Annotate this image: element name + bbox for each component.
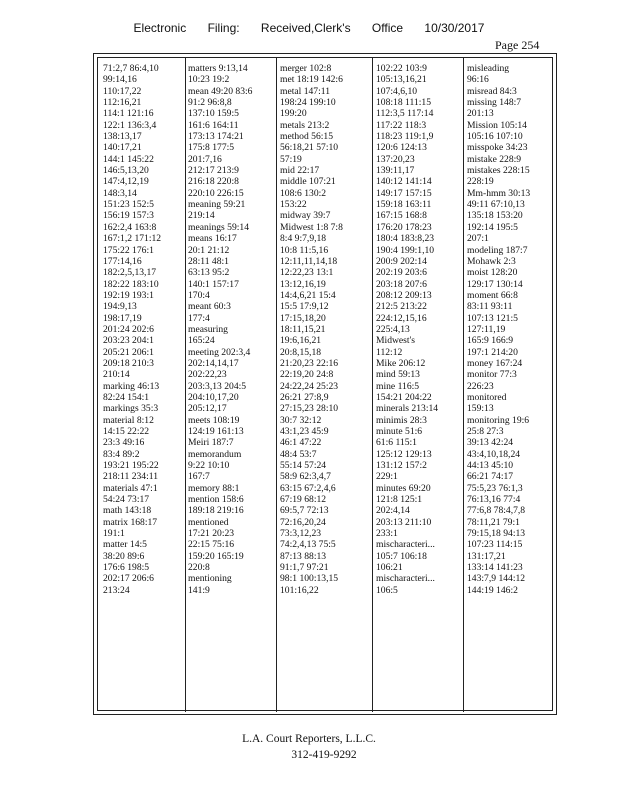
index-entry: 122:1 136:3,4	[103, 119, 157, 131]
index-entry: 105:7 106:18	[376, 550, 427, 562]
index-entry: memorandum	[188, 448, 242, 460]
index-entry: 106:21	[376, 562, 403, 574]
index-entry: 72:16,20,24	[280, 516, 326, 528]
index-entry: matrix 168:17	[103, 516, 158, 528]
index-entry: 14:4,6,21 15:4	[280, 289, 336, 301]
index-entry: 82:24 154:1	[103, 391, 150, 403]
index-entry: 75:5,23 76:1,3	[467, 482, 523, 494]
footer-phone: 312-419-9292	[291, 749, 357, 761]
index-entry: 226:23	[467, 380, 494, 392]
index-entry: 74:2,4,13 75:5	[280, 539, 336, 551]
index-entry: 218:11 234:11	[103, 471, 158, 483]
index-entry: 57:19	[280, 153, 302, 165]
index-entry: mentioning	[188, 573, 232, 585]
index-entry: metal 147:11	[280, 85, 331, 97]
index-entry: 21:20,23 22:16	[280, 357, 339, 369]
index-entry: 107:13 121:5	[467, 312, 518, 324]
index-column-3	[280, 63, 370, 596]
index-entry: 225:4,13	[376, 323, 410, 335]
index-entry: 202:14,14,17	[188, 357, 239, 369]
index-entry: 205:21 206:1	[103, 346, 154, 358]
index-entry: monitor 77:3	[467, 369, 517, 381]
index-entry: 129:17 130:14	[467, 278, 523, 290]
index-entry: minerals 213:14	[376, 403, 439, 415]
index-entry: 102:22 103:9	[376, 63, 427, 74]
index-entry: 165:24	[188, 335, 215, 347]
index-entry: meaning 59:21	[188, 199, 246, 211]
index-entry: 220:10 226:15	[188, 187, 244, 199]
index-entry: 133:14 141:23	[467, 562, 523, 574]
index-entry: mention 158:6	[188, 494, 244, 506]
index-entry: 154:21 204:22	[376, 391, 432, 403]
index-entry: 140:17,21	[103, 142, 142, 154]
index-entry: 212:17 213:9	[188, 165, 239, 177]
index-entry: 79:15,18 94:13	[467, 528, 526, 540]
index-entry: moment 66:8	[467, 289, 518, 301]
index-entry: 24:22,24 25:23	[280, 380, 339, 392]
index-entry: 12:11,11,14,18	[280, 255, 338, 267]
column-divider	[372, 57, 373, 712]
index-entry: mischaracteri...	[376, 539, 435, 551]
index-entry: 219:14	[188, 210, 215, 222]
index-entry: 149:17 157:15	[376, 187, 432, 199]
index-entry: 199:20	[280, 108, 307, 120]
index-entry: 107:4,6,10	[376, 85, 418, 97]
index-entry: 146:5,13,20	[103, 165, 149, 177]
index-entry: matter 14:5	[103, 539, 147, 551]
index-entry: 17:15,18,20	[280, 312, 326, 324]
header-word: Received,Clerk's	[260, 21, 351, 35]
index-entry: 99:14,16	[103, 74, 137, 86]
index-entry: materials 47:1	[103, 482, 158, 494]
index-entry: 26:21 27:8,9	[280, 391, 329, 403]
index-entry: 189:18 219:16	[188, 505, 244, 517]
index-entry: 77:6,8 78:4,7,8	[467, 505, 526, 517]
index-entry: 203:18 207:6	[376, 278, 427, 290]
index-entry: 9:22 10:10	[188, 460, 230, 472]
footer-company: L.A. Court Reporters, L.L.C.	[242, 733, 376, 745]
index-entry: 176:20 178:23	[376, 221, 432, 233]
index-entry: 13:12,16,19	[280, 278, 326, 290]
index-entry: 87:13 88:13	[280, 550, 327, 562]
index-entry: 229:1	[376, 471, 398, 483]
index-entry: 127:11,19	[467, 323, 506, 335]
index-entry: 182:2,5,13,17	[103, 267, 157, 279]
index-entry: 121:8 125:1	[376, 494, 423, 506]
index-column-2	[188, 63, 274, 596]
index-entry: 167:15 168:8	[376, 210, 427, 222]
index-column-5	[467, 63, 555, 596]
index-entry: 43:4,10,18,24	[467, 448, 521, 460]
index-entry: 67:19 68:12	[280, 494, 327, 506]
index-entry: 63:13 95:2	[188, 267, 230, 279]
index-entry: mentioned	[188, 516, 229, 528]
index-entry: 202:19 203:6	[376, 267, 427, 279]
index-entry: 105:13,16,21	[376, 74, 427, 86]
index-entry: moist 128:20	[467, 267, 518, 279]
index-entry: Mike 206:12	[376, 357, 426, 369]
index-entry: 108:18 111:15	[376, 97, 431, 109]
column-divider	[276, 57, 277, 712]
index-entry: 15:5 17:9,12	[280, 301, 329, 313]
index-entry: 213:24	[103, 584, 130, 596]
index-entry: 39:13 42:24	[467, 437, 514, 449]
index-entry: 71:2,7 86:4,10	[103, 63, 159, 74]
index-entry: 105:16 107:10	[467, 131, 523, 143]
index-entry: 180:4 183:8,23	[376, 233, 435, 245]
index-entry: 141:9	[188, 584, 210, 596]
index-entry: 138:13,17	[103, 131, 142, 143]
index-entry: 233:1	[376, 528, 398, 540]
index-entry: 190:4 199:1,10	[376, 244, 435, 256]
index-entry: 28:11 48:1	[188, 255, 229, 267]
header-word: Office	[371, 21, 404, 35]
index-entry: 201:7,16	[188, 153, 222, 165]
index-entry: 19:6,16,21	[280, 335, 322, 347]
index-entry: merger 102:8	[280, 63, 332, 74]
index-entry: meeting 202:3,4	[188, 346, 251, 358]
index-entry: 197:1 214:20	[467, 346, 518, 358]
index-entry: 44:13 45:10	[467, 460, 514, 472]
index-entry: measuring	[188, 323, 228, 335]
index-entry: 76:13,16 77:4	[467, 494, 521, 506]
index-entry: marking 46:13	[103, 380, 160, 392]
header-word: Filing:	[207, 21, 240, 35]
index-entry: misspoke 34:23	[467, 142, 528, 154]
index-entry: 216:18 220:8	[188, 176, 239, 188]
column-divider	[463, 57, 464, 712]
index-entry: 20:1 21:12	[188, 244, 230, 256]
index-entry: 112:12	[376, 346, 403, 358]
index-entry: 83:11 93:11	[467, 301, 513, 313]
index-entry: 210:14	[103, 369, 130, 381]
index-entry: 91:1,7 97:21	[280, 562, 329, 574]
index-entry: 198:24 199:10	[280, 97, 336, 109]
index-entry: 201:24 202:6	[103, 323, 154, 335]
index-entry: misleading	[467, 63, 510, 74]
index-entry: 193:21 195:22	[103, 460, 159, 472]
index-entry: 54:24 73:17	[103, 494, 150, 506]
index-entry: monitored	[467, 391, 507, 403]
index-entry: Mm-hmm 30:13	[467, 187, 531, 199]
index-entry: 159:20 165:19	[188, 550, 244, 562]
index-entry: means 16:17	[188, 233, 237, 245]
index-entry: 61:6 115:1	[376, 437, 417, 449]
index-entry: minutes 69:20	[376, 482, 431, 494]
index-entry: mistake 228:9	[467, 153, 522, 165]
index-entry: 49:11 67:10,13	[467, 199, 525, 211]
index-entry: 120:6 124:13	[376, 142, 427, 154]
index-entry: 66:21 74:17	[467, 471, 514, 483]
index-entry: 12:22,23 13:1	[280, 267, 334, 279]
index-entry: meanings 59:14	[188, 221, 250, 233]
index-column-1	[103, 63, 183, 596]
index-entry: 182:22 183:10	[103, 278, 159, 290]
index-entry: 56:18,21 57:10	[280, 142, 339, 154]
filing-header	[0, 21, 618, 35]
index-entry: 203:13 211:10	[376, 516, 432, 528]
index-entry: 209:18 210:3	[103, 357, 154, 369]
index-entry: 201:13	[467, 108, 494, 120]
index-entry: 63:15 67:2,4,6	[280, 482, 336, 494]
index-entry: 43:1,23 45:9	[280, 426, 329, 437]
index-column-4	[376, 63, 462, 596]
index-entry: metals 213:2	[280, 119, 330, 131]
index-entry: 8:4 9:7,9,18	[280, 233, 327, 245]
index-entry: mean 49:20 83:6	[188, 85, 253, 97]
index-entry: midway 39:7	[280, 210, 331, 222]
index-entry: 131:17,21	[467, 550, 506, 562]
index-entry: 220:8	[188, 562, 210, 574]
index-entry: 165:9 166:9	[467, 335, 514, 347]
index-entry: meets 108:19	[188, 414, 240, 426]
index-entry: 114:1 121:16	[103, 108, 154, 120]
index-entry: 167:1,2 171:12	[103, 233, 162, 245]
index-entry: 205:12,17	[188, 403, 227, 415]
index-entry: 144:1 145:22	[103, 153, 154, 165]
index-entry: Midwest 1:8 7:8	[280, 221, 343, 233]
index-entry: middle 107:21	[280, 176, 336, 188]
index-entry: 175:8 177:5	[188, 142, 235, 154]
index-entry: 191:1	[103, 528, 125, 540]
index-entry: 176:6 198:5	[103, 562, 150, 574]
index-entry: 48:4 53:7	[280, 448, 317, 460]
index-entry: 25:8 27:3	[467, 426, 504, 437]
index-entry: 22:15 75:16	[188, 539, 235, 551]
index-entry: memory 88:1	[188, 482, 240, 494]
index-entry: 204:10,17,20	[188, 391, 239, 403]
index-entry: 124:19 161:13	[188, 426, 244, 437]
index-entry: 147:4,12,19	[103, 176, 149, 188]
index-entry: 106:5	[376, 584, 398, 596]
index-entry: 83:4 89:2	[103, 448, 140, 460]
index-entry: 202:17 206:6	[103, 573, 154, 585]
index-entry: mine 116:5	[376, 380, 420, 392]
index-entry: 22:19,20 24:8	[280, 369, 334, 381]
index-entry: 69:5,7 72:13	[280, 505, 329, 517]
index-entry: 161:6 164:11	[188, 119, 239, 131]
index-entry: 173:13 174:21	[188, 131, 244, 143]
index-entry: money 167:24	[467, 357, 523, 369]
index-entry: met 18:19 142:6	[280, 74, 343, 86]
index-entry: 192:14 195:5	[467, 221, 518, 233]
index-entry: 108:6 130:2	[280, 187, 327, 199]
index-entry: 139:11,17	[376, 165, 415, 177]
index-entry: 177:14,16	[103, 255, 142, 267]
index-entry: 153:22	[280, 199, 307, 211]
index-entry: Meiri 187:7	[188, 437, 234, 449]
index-entry: 175:22 176:1	[103, 244, 154, 256]
index-entry: 203:3,13 204:5	[188, 380, 247, 392]
index-entry: 167:7	[188, 471, 210, 483]
index-entry: 125:12 129:13	[376, 448, 432, 460]
index-entry: 20:8,15,18	[280, 346, 322, 358]
index-entry: misread 84:3	[467, 85, 517, 97]
index-entry: 208:12 209:13	[376, 289, 432, 301]
index-entry: 18:11,15,21	[280, 323, 326, 335]
index-entry: missing 148:7	[467, 97, 522, 109]
index-entry: monitoring 19:6	[467, 414, 530, 426]
index-entry: 118:23 119:1,9	[376, 131, 434, 143]
index-entry: 177:4	[188, 312, 210, 324]
index-entry: meant 60:3	[188, 301, 231, 313]
index-entry: 78:11,21 79:1	[467, 516, 520, 528]
index-entry: 224:12,15,16	[376, 312, 427, 324]
index-entry: 98:1 100:13,15	[280, 573, 339, 585]
index-entry: 58:9 62:3,4,7	[280, 471, 331, 483]
page-number: Page 254	[495, 38, 540, 52]
index-entry: minimis 28:3	[376, 414, 427, 426]
index-entry: 23:3 49:16	[103, 437, 145, 449]
index-entry: method 56:15	[280, 131, 334, 143]
index-entry: 159:18 163:11	[376, 199, 432, 211]
index-entry: 14:15 22:22	[103, 426, 150, 437]
index-entry: 194:9,13	[103, 301, 137, 313]
index-entry: 148:3,14	[103, 187, 137, 199]
index-entry: matters 9:13,14	[188, 63, 248, 74]
index-entry: 162:2,4 163:8	[103, 221, 157, 233]
index-entry: Mohawk 2:3	[467, 255, 516, 267]
index-entry: 137:10 159:5	[188, 108, 239, 120]
index-entry: material 8:12	[103, 414, 154, 426]
index-entry: Mission 105:14	[467, 119, 527, 131]
column-divider	[185, 57, 186, 712]
index-entry: 112:16,21	[103, 97, 142, 109]
index-entry: 207:1	[467, 233, 489, 245]
index-entry: 140:1 157:17	[188, 278, 239, 290]
index-entry: 10:8 11:5,16	[280, 244, 329, 256]
index-entry: 73:3,12,23	[280, 528, 322, 540]
index-entry: 96:16	[467, 74, 489, 86]
index-entry: 135:18 153:20	[467, 210, 523, 222]
index-entry: 131:12 157:2	[376, 460, 427, 472]
index-entry: 10:23 19:2	[188, 74, 230, 86]
index-entry: 91:2 96:8,8	[188, 97, 232, 109]
index-entry: 151:23 152:5	[103, 199, 154, 211]
header-date: 10/30/2017	[424, 21, 485, 35]
index-entry: modeling 187:7	[467, 244, 528, 256]
index-entry: 202:4,14	[376, 505, 410, 517]
index-entry: 144:19 146:2	[467, 584, 518, 596]
index-entry: 202:22,23	[188, 369, 227, 381]
index-entry: 170:4	[188, 289, 210, 301]
index-entry: 140:12 141:14	[376, 176, 432, 188]
index-entry: 200:9 202:14	[376, 255, 427, 267]
index-entry: 110:17,22	[103, 85, 142, 97]
index-entry: 112:3,5 117:14	[376, 108, 434, 120]
index-entry: mistakes 228:15	[467, 165, 530, 177]
index-entry: mid 22:17	[280, 165, 320, 177]
index-entry: math 143:18	[103, 505, 152, 517]
index-entry: 17:21 20:23	[188, 528, 235, 540]
header-word: Electronic	[133, 21, 187, 35]
index-entry: 55:14 57:24	[280, 460, 327, 472]
index-entry: 192:19 193:1	[103, 289, 154, 301]
index-entry: minute 51:6	[376, 426, 423, 437]
index-entry: markings 35:3	[103, 403, 159, 415]
index-entry: 137:20,23	[376, 153, 415, 165]
index-entry: 30:7 32:12	[280, 414, 322, 426]
index-entry: 117:22 118:3	[376, 119, 427, 131]
index-entry: 198:17,19	[103, 312, 142, 324]
index-entry: 203:23 204:1	[103, 335, 154, 347]
index-entry: 143:7,9 144:12	[467, 573, 526, 585]
index-entry: Midwest's	[376, 335, 416, 347]
index-entry: 27:15,23 28:10	[280, 403, 339, 415]
index-entry: 101:16,22	[280, 584, 319, 596]
index-entry: 107:23 114:15	[467, 539, 523, 551]
index-entry: mind 59:13	[376, 369, 420, 381]
index-entry: 156:19 157:3	[103, 210, 154, 222]
index-entry: 159:13	[467, 403, 494, 415]
index-entry: mischaracteri...	[376, 573, 435, 585]
index-entry: 38:20 89:6	[103, 550, 145, 562]
index-entry: 228:19	[467, 176, 494, 188]
index-entry: 212:5 213:22	[376, 301, 427, 313]
index-entry: 46:1 47:22	[280, 437, 322, 449]
